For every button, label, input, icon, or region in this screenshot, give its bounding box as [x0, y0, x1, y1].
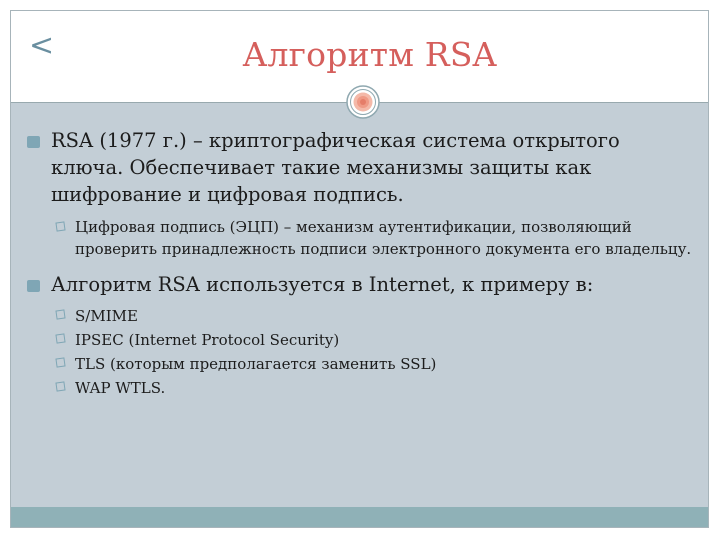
- sub-bullet-list: [25, 216, 694, 260]
- slide: [10, 10, 709, 528]
- ornament-circle-icon: [346, 85, 380, 119]
- sub-bullet-text: TLS (которым предполагается заменить SSL): [75, 355, 437, 373]
- footer-bar: [11, 507, 708, 527]
- sub-bullet-item: [25, 216, 694, 260]
- hollow-square-bullet-icon: [55, 309, 65, 319]
- sub-bullet-item: [25, 352, 694, 376]
- hollow-square-bullet-icon: [55, 333, 65, 343]
- sub-bullet-text: IPSEC (Internet Protocol Security): [75, 331, 340, 349]
- sub-bullet-item: [25, 304, 694, 328]
- sub-bullet-text: S/MIME: [75, 307, 138, 325]
- hollow-square-bullet-icon: [55, 381, 65, 391]
- hollow-square-bullet-icon: [55, 221, 65, 231]
- bullet-text: Алгоритм RSA используется в Internet, к примеру в:: [51, 273, 594, 296]
- hollow-square-bullet-icon: [55, 357, 65, 367]
- sub-bullet-item: [25, 376, 694, 400]
- square-bullet-icon: [27, 136, 40, 148]
- bullet-item: [25, 271, 694, 298]
- sub-bullet-text: WAP WTLS.: [75, 379, 166, 397]
- sub-bullet-text: Цифровая подпись (ЭЦП) – механизм аутентификации, позволяющий проверить принадлежность подписи электронного документа его владельцу.: [75, 218, 692, 258]
- bullet-item: [25, 127, 694, 208]
- square-bullet-icon: [27, 280, 40, 292]
- sub-bullet-list: [25, 304, 694, 400]
- bullet-text: RSA (1977 г.) – криптографическая система открытого ключа. Обеспечивает такие механизмы защиты как шифрование и цифровая подпись.: [51, 129, 620, 206]
- slide-title: Алгоритм RSA: [242, 35, 497, 74]
- sub-bullet-item: [25, 328, 694, 352]
- slide-content: [25, 127, 694, 400]
- back-arrow-icon[interactable]: <: [29, 28, 55, 63]
